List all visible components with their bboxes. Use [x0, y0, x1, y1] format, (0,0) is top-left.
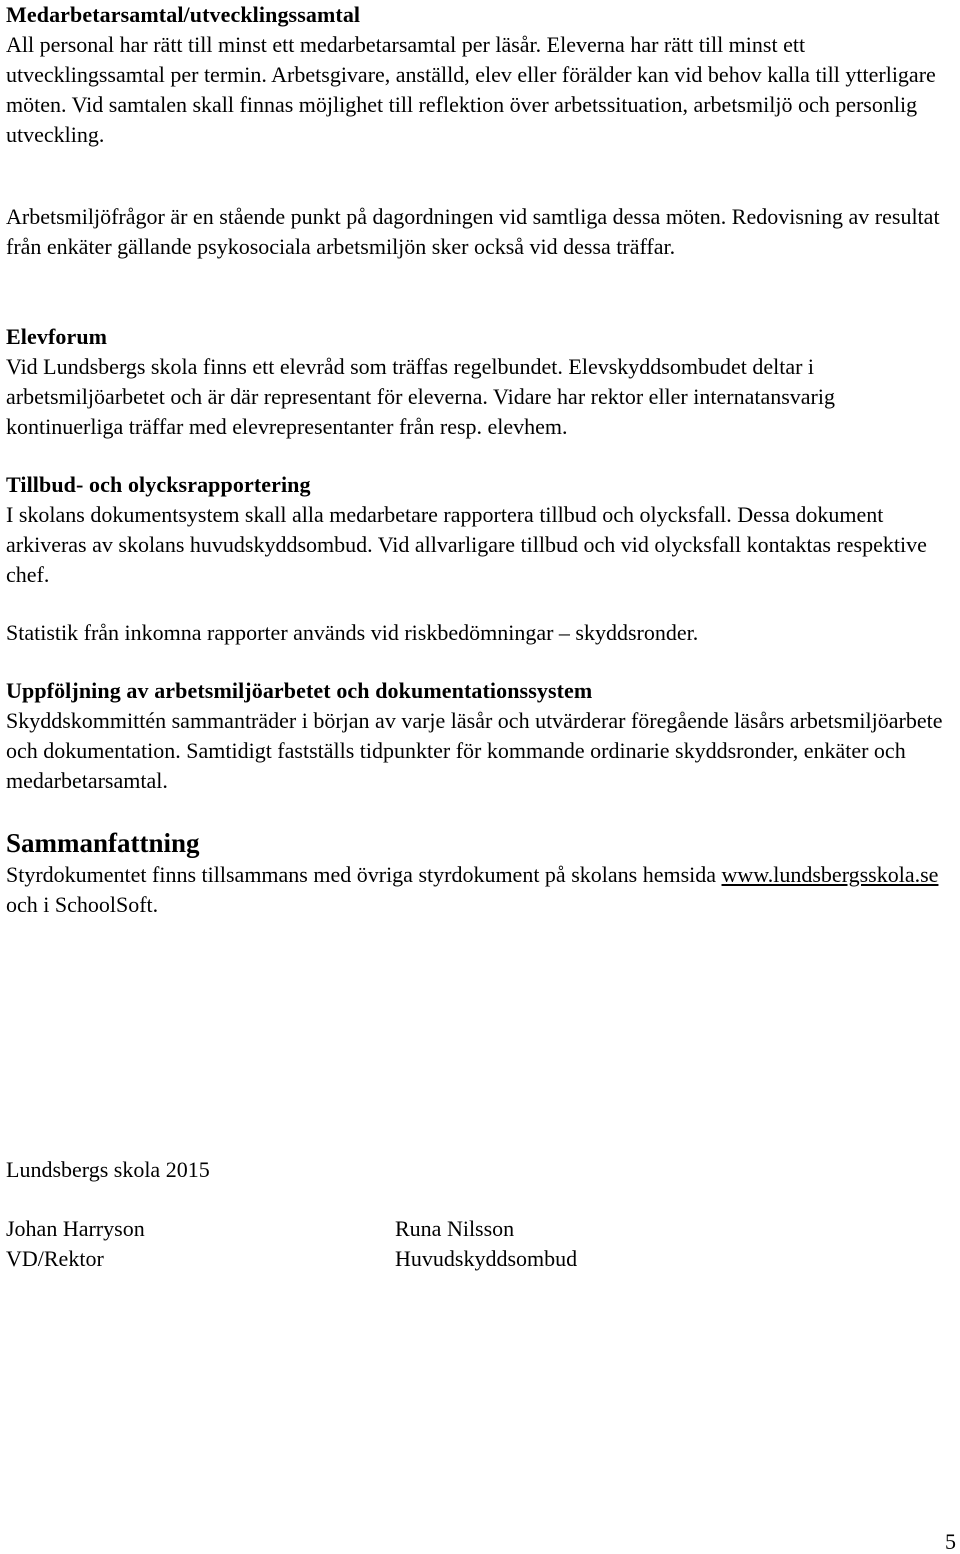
signatory — [6, 1214, 145, 1274]
section-uppfoljning — [6, 676, 956, 796]
signatory-name: Johan Harryson — [6, 1216, 145, 1241]
section-heading: Tillbud- och olycksrapportering — [6, 472, 311, 497]
section-heading: Elevforum — [6, 324, 108, 349]
signatory-title: Huvudskyddsombud — [395, 1246, 578, 1271]
signatory-title: VD/Rektor — [6, 1246, 104, 1271]
paragraph: All personal har rätt till minst ett medarbetarsamtal per läsår. Eleverna har rätt till minst ett utvecklingssamtal per termin. Arbetsgivare, anställd, elev eller förälder kan vid behov kalla till ytterligare möten. Vid samtalen skall finnas möjlighet till reflektion över arbetssituation, arbetsmiljö och personlig utveckling. — [6, 32, 936, 147]
signatory-name: Runa Nilsson — [395, 1216, 515, 1241]
section-elevforum — [6, 322, 956, 442]
section-heading: Uppföljning av arbetsmiljöarbetet och dokumentationssystem — [6, 678, 593, 703]
page-number: 5 — [945, 1529, 956, 1554]
paragraph: Statistik från inkomna rapporter används vid riskbedömningar – skyddsronder. — [6, 620, 699, 645]
section-medarbetarsamtal — [6, 0, 956, 150]
section-sammanfattning — [6, 826, 956, 920]
paragraph-text: och i SchoolSoft. — [6, 892, 159, 917]
section-medarbetarsamtal-cont — [6, 202, 956, 262]
section-tillbud-cont — [6, 618, 956, 648]
paragraph: Vid Lundsbergs skola finns ett elevråd som träffas regelbundet. Elevskyddsombudet deltar i arbetsmiljöarbetet och är där representant för eleverna. Vidare har rektor eller internatansvarig kontinuerliga träffar med elevrepresentanter från resp. elevhem. — [6, 354, 835, 439]
paragraph: I skolans dokumentsystem skall alla medarbetare rapportera tillbud och olycksfall. Dessa dokument arkiveras av skolans huvudskyddsombud. Vid allvarligare tillbud och vid olycksfall kontaktas respektive chef. — [6, 502, 927, 587]
website-link[interactable]: www.lundsbergsskola.se — [721, 862, 939, 887]
paragraph-text: Styrdokumentet finns tillsammans med övriga styrdokument på skolans hemsida — [6, 862, 722, 887]
section-heading: Medarbetarsamtal/utvecklingssamtal — [6, 2, 361, 27]
signatory — [395, 1214, 577, 1274]
place-year — [6, 1155, 956, 1185]
section-heading: Sammanfattning — [6, 828, 200, 858]
paragraph — [6, 860, 956, 920]
section-tillbud — [6, 470, 956, 590]
paragraph: Skyddskommittén sammanträder i början av varje läsår och utvärderar föregående läsårs arbetsmiljöarbete och dokumentation. Samtidigt fastställs tidpunkter för kommande ordinarie skyddsronder, enkäter och medarbetarsamtal. — [6, 708, 943, 793]
paragraph: Arbetsmiljöfrågor är en stående punkt på dagordningen vid samtliga dessa möten. Redovisning av resultat från enkäter gällande psykosociala arbetsmiljön sker också vid dessa träffar. — [6, 204, 940, 259]
place-year-text: Lundsbergs skola 2015 — [6, 1157, 210, 1182]
